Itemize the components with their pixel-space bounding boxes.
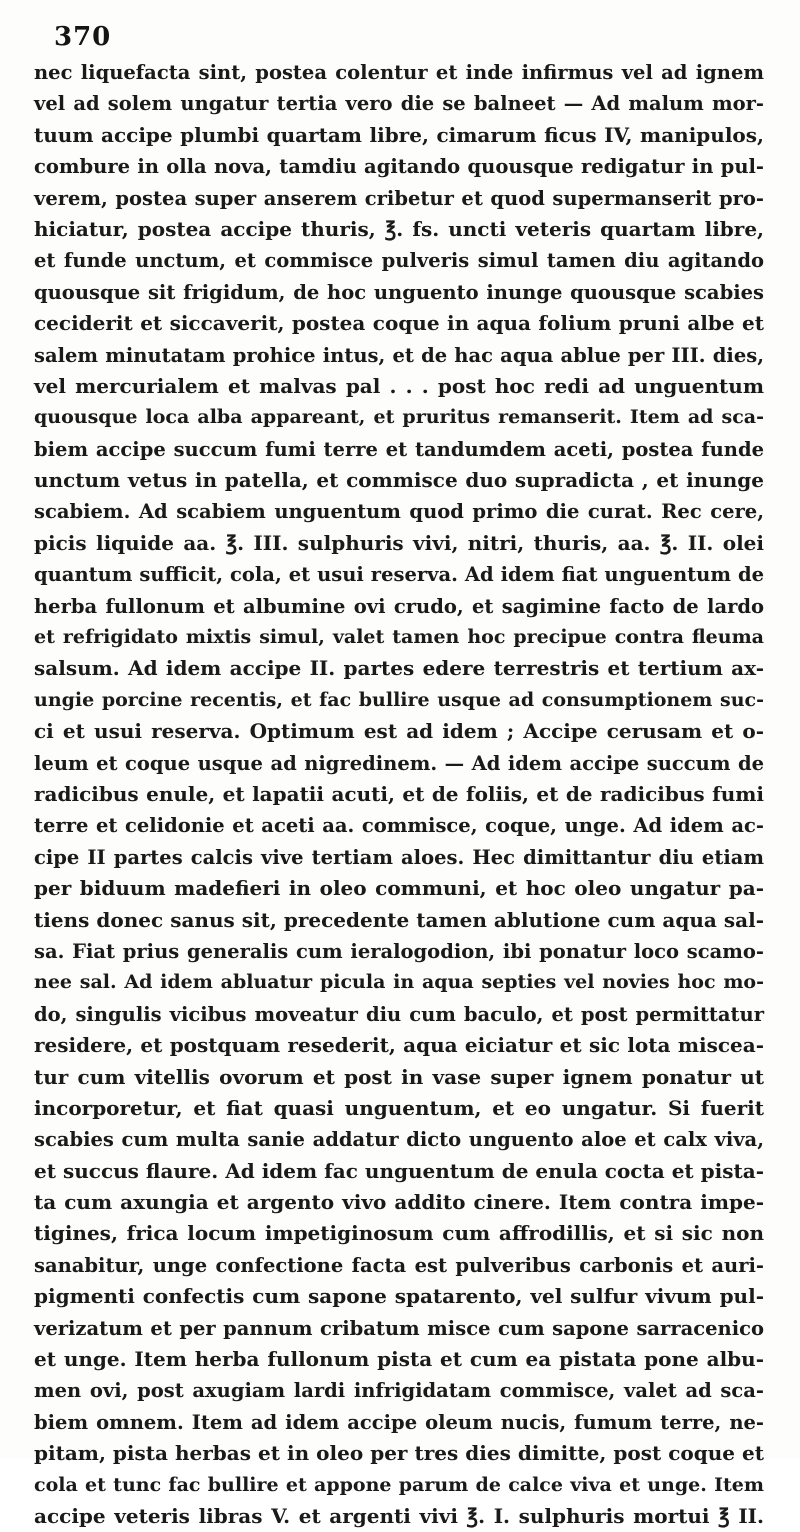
text-line: herba fullonum et albumine ovi crudo, et sagimine facto de lardo	[34, 594, 764, 618]
text-line: radicibus enule, et lapatii acuti, et de foliis, et de radicibus fumi	[34, 781, 764, 806]
text-line: cola et tunc fac bullire et appone parum de calce viva et unge. Item	[34, 1473, 764, 1496]
text-line: ta cum axungia et argento vivo addito cinere. Item contra impe-	[34, 1190, 764, 1215]
body-text	[34, 57, 764, 1532]
text-line: leum et coque usque ad nigredinem. — Ad idem accipe succum de	[34, 751, 764, 775]
text-line: terre et celidonie et aceti aa. commisce, coque, unge. Ad idem ac-	[34, 814, 764, 838]
text-line: et refrigidato mixtis simul, valet tamen hoc precipue contra fleuma	[34, 626, 764, 649]
text-line: per biduum madefieri in oleo communi, et hoc oleo ungatur pa-	[34, 876, 764, 901]
text-line: residere, et postquam resederit, aqua eiciatur et sic lota miscea-	[34, 1033, 764, 1058]
text-line: incorporetur, et fiat quasi unguentum, et eo ungatur. Si fuerit	[34, 1095, 764, 1120]
text-line: combure in olla nova, tamdiu agitando quousque redigatur in pul-	[34, 155, 764, 179]
text-line: et unge. Item herba fullonum pista et cum ea pistata pone albu-	[34, 1347, 764, 1372]
text-line: tuum accipe plumbi quartam libre, cimarum ficus IV, manipulos,	[34, 122, 764, 147]
text-line: cipe II partes calcis vive tertiam aloes. Hec dimittantur diu etiam	[34, 845, 764, 869]
text-line: et funde unctum, et commisce pulveris simul tamen diu agitando	[34, 249, 764, 273]
text-line: et succus flaure. Ad idem fac unguentum de enula cocta et pista-	[34, 1158, 764, 1183]
text-line: accipe veteris libras V. et argenti vivi ℥. I. sulphuris mortui ℥ II.	[34, 1503, 764, 1528]
text-line: pitam, pista herbas et in oleo per tres dies dimitte, post coque et	[34, 1441, 764, 1466]
text-line: biem accipe succum fumi terre et tandumdem aceti, postea funde	[34, 437, 764, 461]
page-number: 370	[54, 22, 112, 52]
text-line: ungie porcine recentis, et fac bullire usque ad consumptionem suc-	[34, 688, 764, 711]
text-line: verizatum et per pannum cribatum misce cum sapone sarracenico	[34, 1316, 764, 1340]
text-line: sanabitur, unge confectione facta est pulveribus carbonis et auri-	[34, 1253, 764, 1277]
text-line: tiens donec sanus sit, precedente tamen ablutione cum aqua sal-	[34, 907, 764, 932]
text-line: tigines, frica locum impetiginosum cum affrodillis, et si sic non	[34, 1221, 764, 1246]
text-line: do, singulis vicibus moveatur diu cum baculo, et post permittatur	[34, 1002, 764, 1026]
text-line: picis liquide aa. ℥. III. sulphuris vivi, nitri, thuris, aa. ℥. II. olei	[34, 530, 764, 555]
text-line: quantum sufficit, cola, et usui reserva. Ad idem fiat unguentum de	[34, 563, 764, 587]
text-line: biem omnem. Item ad idem accipe oleum nucis, fumum terre, ne-	[34, 1410, 764, 1434]
text-line: tur cum vitellis ovorum et post in vase super ignem ponatur ut	[34, 1064, 764, 1089]
text-line: salsum. Ad idem accipe II. partes edere terrestris et tertium ax-	[34, 656, 764, 681]
text-line: vel mercurialem et malvas pal . . . post hoc redi ad unguentum	[34, 373, 764, 398]
text-line: quousque loca alba appareant, et pruritus remanserit. Item ad sca-	[34, 406, 764, 429]
text-line: pigmenti confectis cum sapone spatarento, vel sulfur vivum pul-	[34, 1284, 764, 1309]
text-line: vel ad solem ungatur tertia vero die se balneet — Ad malum mor-	[34, 92, 764, 116]
text-line: verem, postea super anserem cribetur et quod supermanserit pro-	[34, 186, 764, 210]
text-line: ceciderit et siccaverit, postea coque in aqua folium pruni albe et	[34, 311, 764, 336]
text-line: quousque sit frigidum, de hoc unguento inunge quousque scabies	[34, 280, 764, 304]
text-line: unctum vetus in patella, et commisce duo supradicta , et inunge	[34, 468, 764, 493]
text-line: hiciatur, postea accipe thuris, ℥. fs. uncti veteris quartam libre,	[34, 216, 764, 241]
text-line: sa. Fiat prius generalis cum ieralogodion, ibi ponatur loco scamo-	[34, 939, 764, 963]
text-line: salem minutatam prohice intus, et de hac aqua ablue per III. dies,	[34, 343, 764, 367]
text-line: scabiem. Ad scabiem unguentum quod primo die curat. Rec cere,	[34, 500, 764, 524]
text-line: scabies cum multa sanie addatur dicto unguento aloe et calx viva,	[34, 1128, 764, 1152]
text-line: ci et usui reserva. Optimum est ad idem ; Accipe cerusam et o-	[34, 719, 764, 744]
text-line: nec liquefacta sint, postea colentur et inde infirmus vel ad ignem	[34, 61, 764, 84]
text-line: nee sal. Ad idem abluatur picula in aqua septies vel novies hoc mo-	[34, 971, 764, 994]
text-line: men ovi, post axugiam lardi infrigidatam commisce, valet ad sca-	[34, 1379, 764, 1403]
bleed-through-text	[110, 1424, 730, 1458]
